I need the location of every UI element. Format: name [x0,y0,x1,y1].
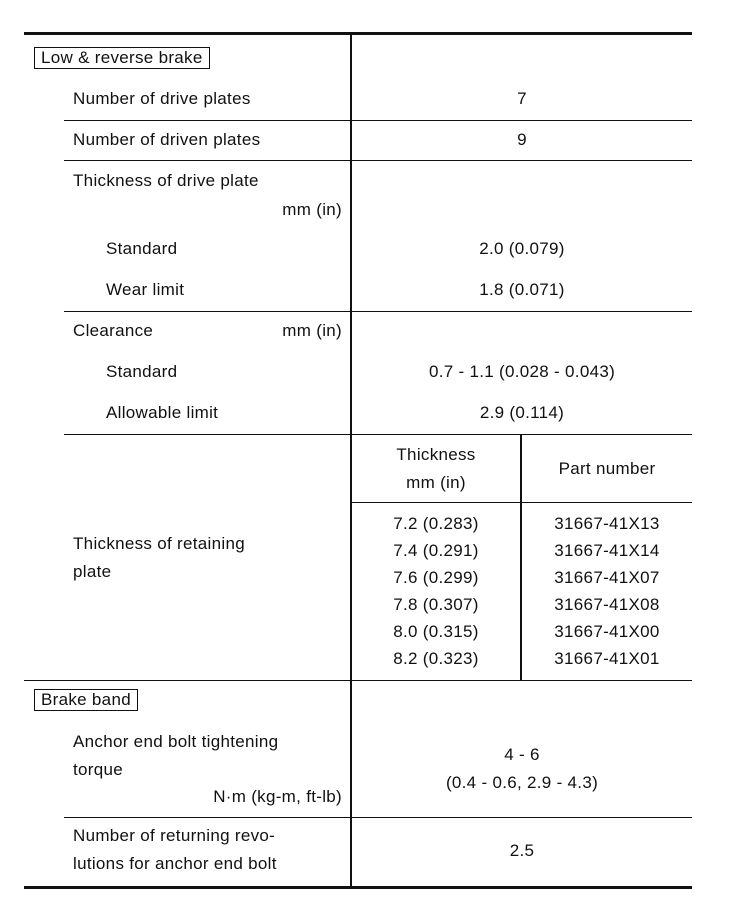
retaining-part-cell: 31667-41X01 [554,649,660,668]
returning-revs-label-line2: lutions for anchor end bolt [73,854,277,873]
clearance-label: Clearance [73,321,154,340]
anchor-torque-value-line2: (0.4 - 0.6, 2.9 - 4.3) [445,773,599,792]
retaining-thickness-cell: 7.6 (0.299) [393,568,479,587]
clearance-unit: mm (in) [282,321,342,340]
retaining-part-cell: 31667-41X13 [554,514,660,533]
anchor-torque-value-line1: 4 - 6 [504,745,540,764]
driven-plates-value: 9 [517,130,527,149]
retaining-plate-label-line2: plate [73,562,112,581]
row-separator [64,817,692,818]
section-heading-brake-band: Brake band [34,689,138,711]
row-separator [64,434,692,435]
retaining-part-cell: 31667-41X07 [554,568,660,587]
row-separator [64,311,692,312]
retaining-part-number-header: Part number [558,459,656,478]
table-top-border [24,32,692,35]
section-separator [24,680,692,681]
row-separator [64,120,692,121]
retaining-part-cell: 31667-41X00 [554,622,660,641]
anchor-torque-label-line2: torque [73,760,124,779]
section-heading-low-reverse-brake: Low & reverse brake [34,47,210,69]
returning-revs-value: 2.5 [509,841,535,860]
retaining-thickness-header-line1: Thickness [396,445,476,464]
clearance-allowable-label: Allowable limit [106,403,219,422]
returning-revs-label-line1: Number of returning revo- [73,826,276,845]
retaining-thickness-cell: 8.2 (0.323) [393,649,479,668]
row-separator [64,160,692,161]
drive-plate-wear-value: 1.8 (0.071) [479,280,565,299]
drive-plate-standard-value: 2.0 (0.079) [479,239,565,258]
retaining-plate-label-line1: Thickness of retaining [73,534,245,553]
retaining-thickness-cell: 7.2 (0.283) [393,514,479,533]
anchor-torque-label-line1: Anchor end bolt tightening [73,732,279,751]
retaining-thickness-cell: 8.0 (0.315) [393,622,479,641]
driven-plates-label: Number of driven plates [73,130,261,149]
retaining-thickness-cell: 7.4 (0.291) [393,541,479,560]
retaining-part-cell: 31667-41X14 [554,541,660,560]
drive-plates-label: Number of drive plates [73,89,251,108]
retaining-thickness-cell: 7.8 (0.307) [393,595,479,614]
drive-plate-standard-label: Standard [106,239,178,258]
clearance-standard-label: Standard [106,362,178,381]
clearance-standard-value: 0.7 - 1.1 (0.028 - 0.043) [428,362,616,381]
retaining-part-cell: 31667-41X08 [554,595,660,614]
drive-plate-wear-label: Wear limit [106,280,185,299]
anchor-torque-unit: N·m (kg-m, ft-lb) [213,787,342,806]
drive-plate-thickness-unit: mm (in) [282,200,342,219]
table-bottom-border [24,886,692,889]
retaining-thickness-header-line2: mm (in) [406,473,466,492]
drive-plate-thickness-label: Thickness of drive plate [73,171,259,190]
drive-plates-value: 7 [517,89,527,108]
clearance-allowable-value: 2.9 (0.114) [479,403,565,422]
